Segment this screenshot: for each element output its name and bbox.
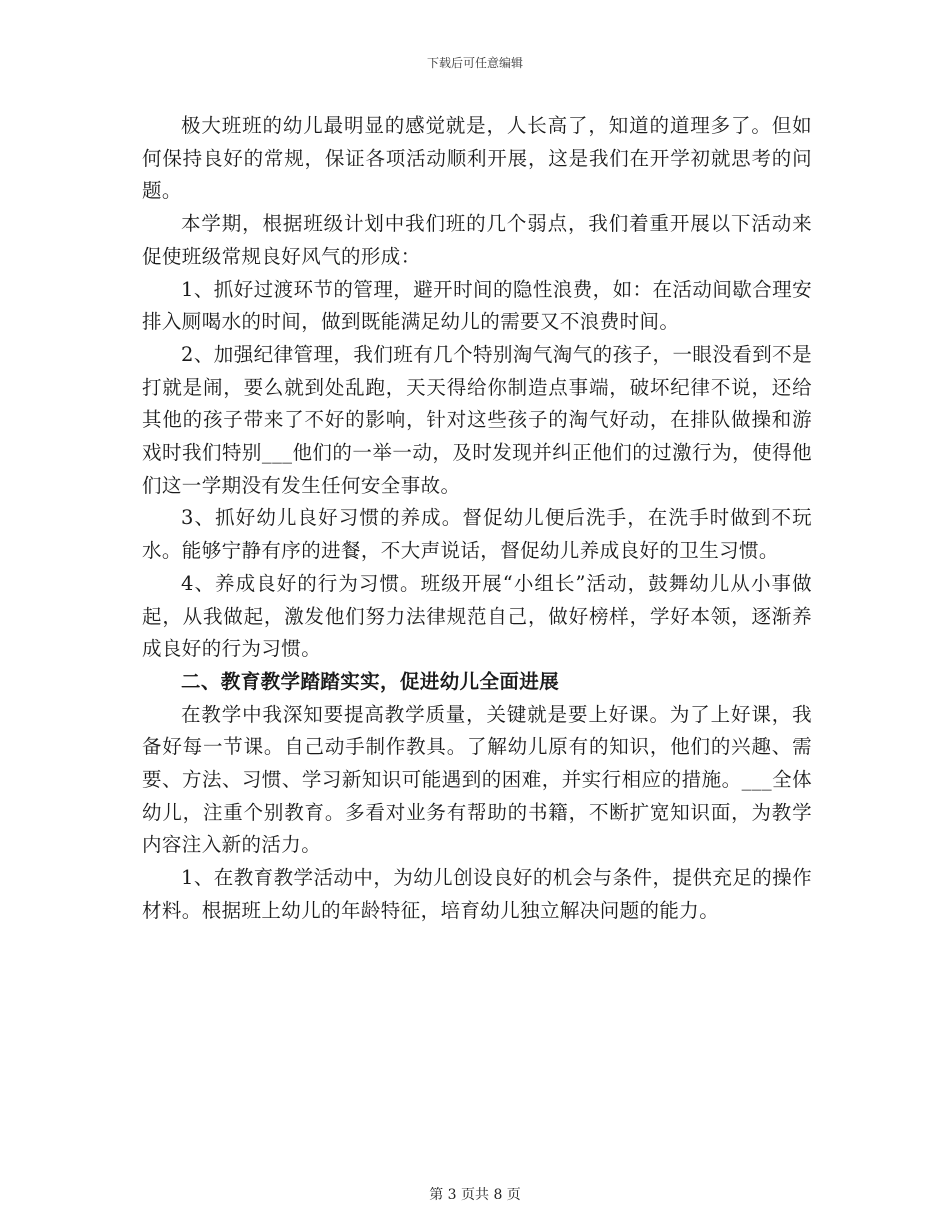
section-heading: 二、教育教学踏踏实实，促进幼儿全面进展 [181,669,560,693]
document-body [142,110,812,928]
paragraph-semester-plan: 本学期，根据班级计划中我们班的几个弱点，我们着重开展以下活动来促使班级常规良好风气的形成： [142,212,812,268]
paragraph-item-3-habits: 3、抓好幼儿良好习惯的养成。督促幼儿便后洗手，在洗手时做到不玩水。能够宁静有序的进餐，不大声说话，督促幼儿养成良好的卫生习惯。 [142,506,812,563]
page-footer: 第 3 页共 8 页 [429,1187,521,1203]
paragraph-item-2-discipline: 2、加强纪律管理，我们班有几个特别淘气淘气的孩子，一眼没看到不是打就是闹，要么就到处乱跑，天天得给你制造点事端，破坏纪律不说，还给其他的孩子带来了不好的影响，针对这些孩子的淘气好动，在排队做操和游戏时我们特别___他们的一举一动，及时发现并纠正他们的过激行为，使得他们这一学期没有发生任何安全事故。 [142,342,812,497]
paragraph-item-1-transition: 1、抓好过渡环节的管理，避开时间的隐性浪费，如：在活动间歇合理安排入厕喝水的时间，做到既能满足幼儿的需要又不浪费时间。 [142,277,812,334]
paragraph-teaching-item-1: 1、在教育教学活动中，为幼儿创设良好的机会与条件，提供充足的操作材料。根据班上幼儿的年龄特征，培育幼儿独立解决问题的能力。 [142,866,812,922]
paragraph-item-4-behavior: 4、养成良好的行为习惯。班级开展“小组长”活动，鼓舞幼儿从小事做起，从我做起，激发他们努力法律规范自己，做好榜样，学好本领，逐渐养成良好的行为习惯。 [142,571,812,661]
paragraph-intro: 极大班班的幼儿最明显的感觉就是，人长高了，知道的道理多了。但如何保持良好的常规，保证各项活动顺利开展，这是我们在开学初就思考的问题。 [142,114,812,203]
page-header: 下载后可任意编辑 [426,56,523,70]
paragraph-teaching: 在教学中我深知要提高教学质量，关键就是要上好课。为了上好课，我备好每一节课。自己动手制作教具。了解幼儿原有的知识，他们的兴趣、需要、方法、习惯、学习新知识可能遇到的困难，并实行相应的措施。___全体幼儿，注重个别教育。多看对业务有帮助的书籍，不断扩宽知识面，为教学内容注入新的活力。 [142,702,812,857]
